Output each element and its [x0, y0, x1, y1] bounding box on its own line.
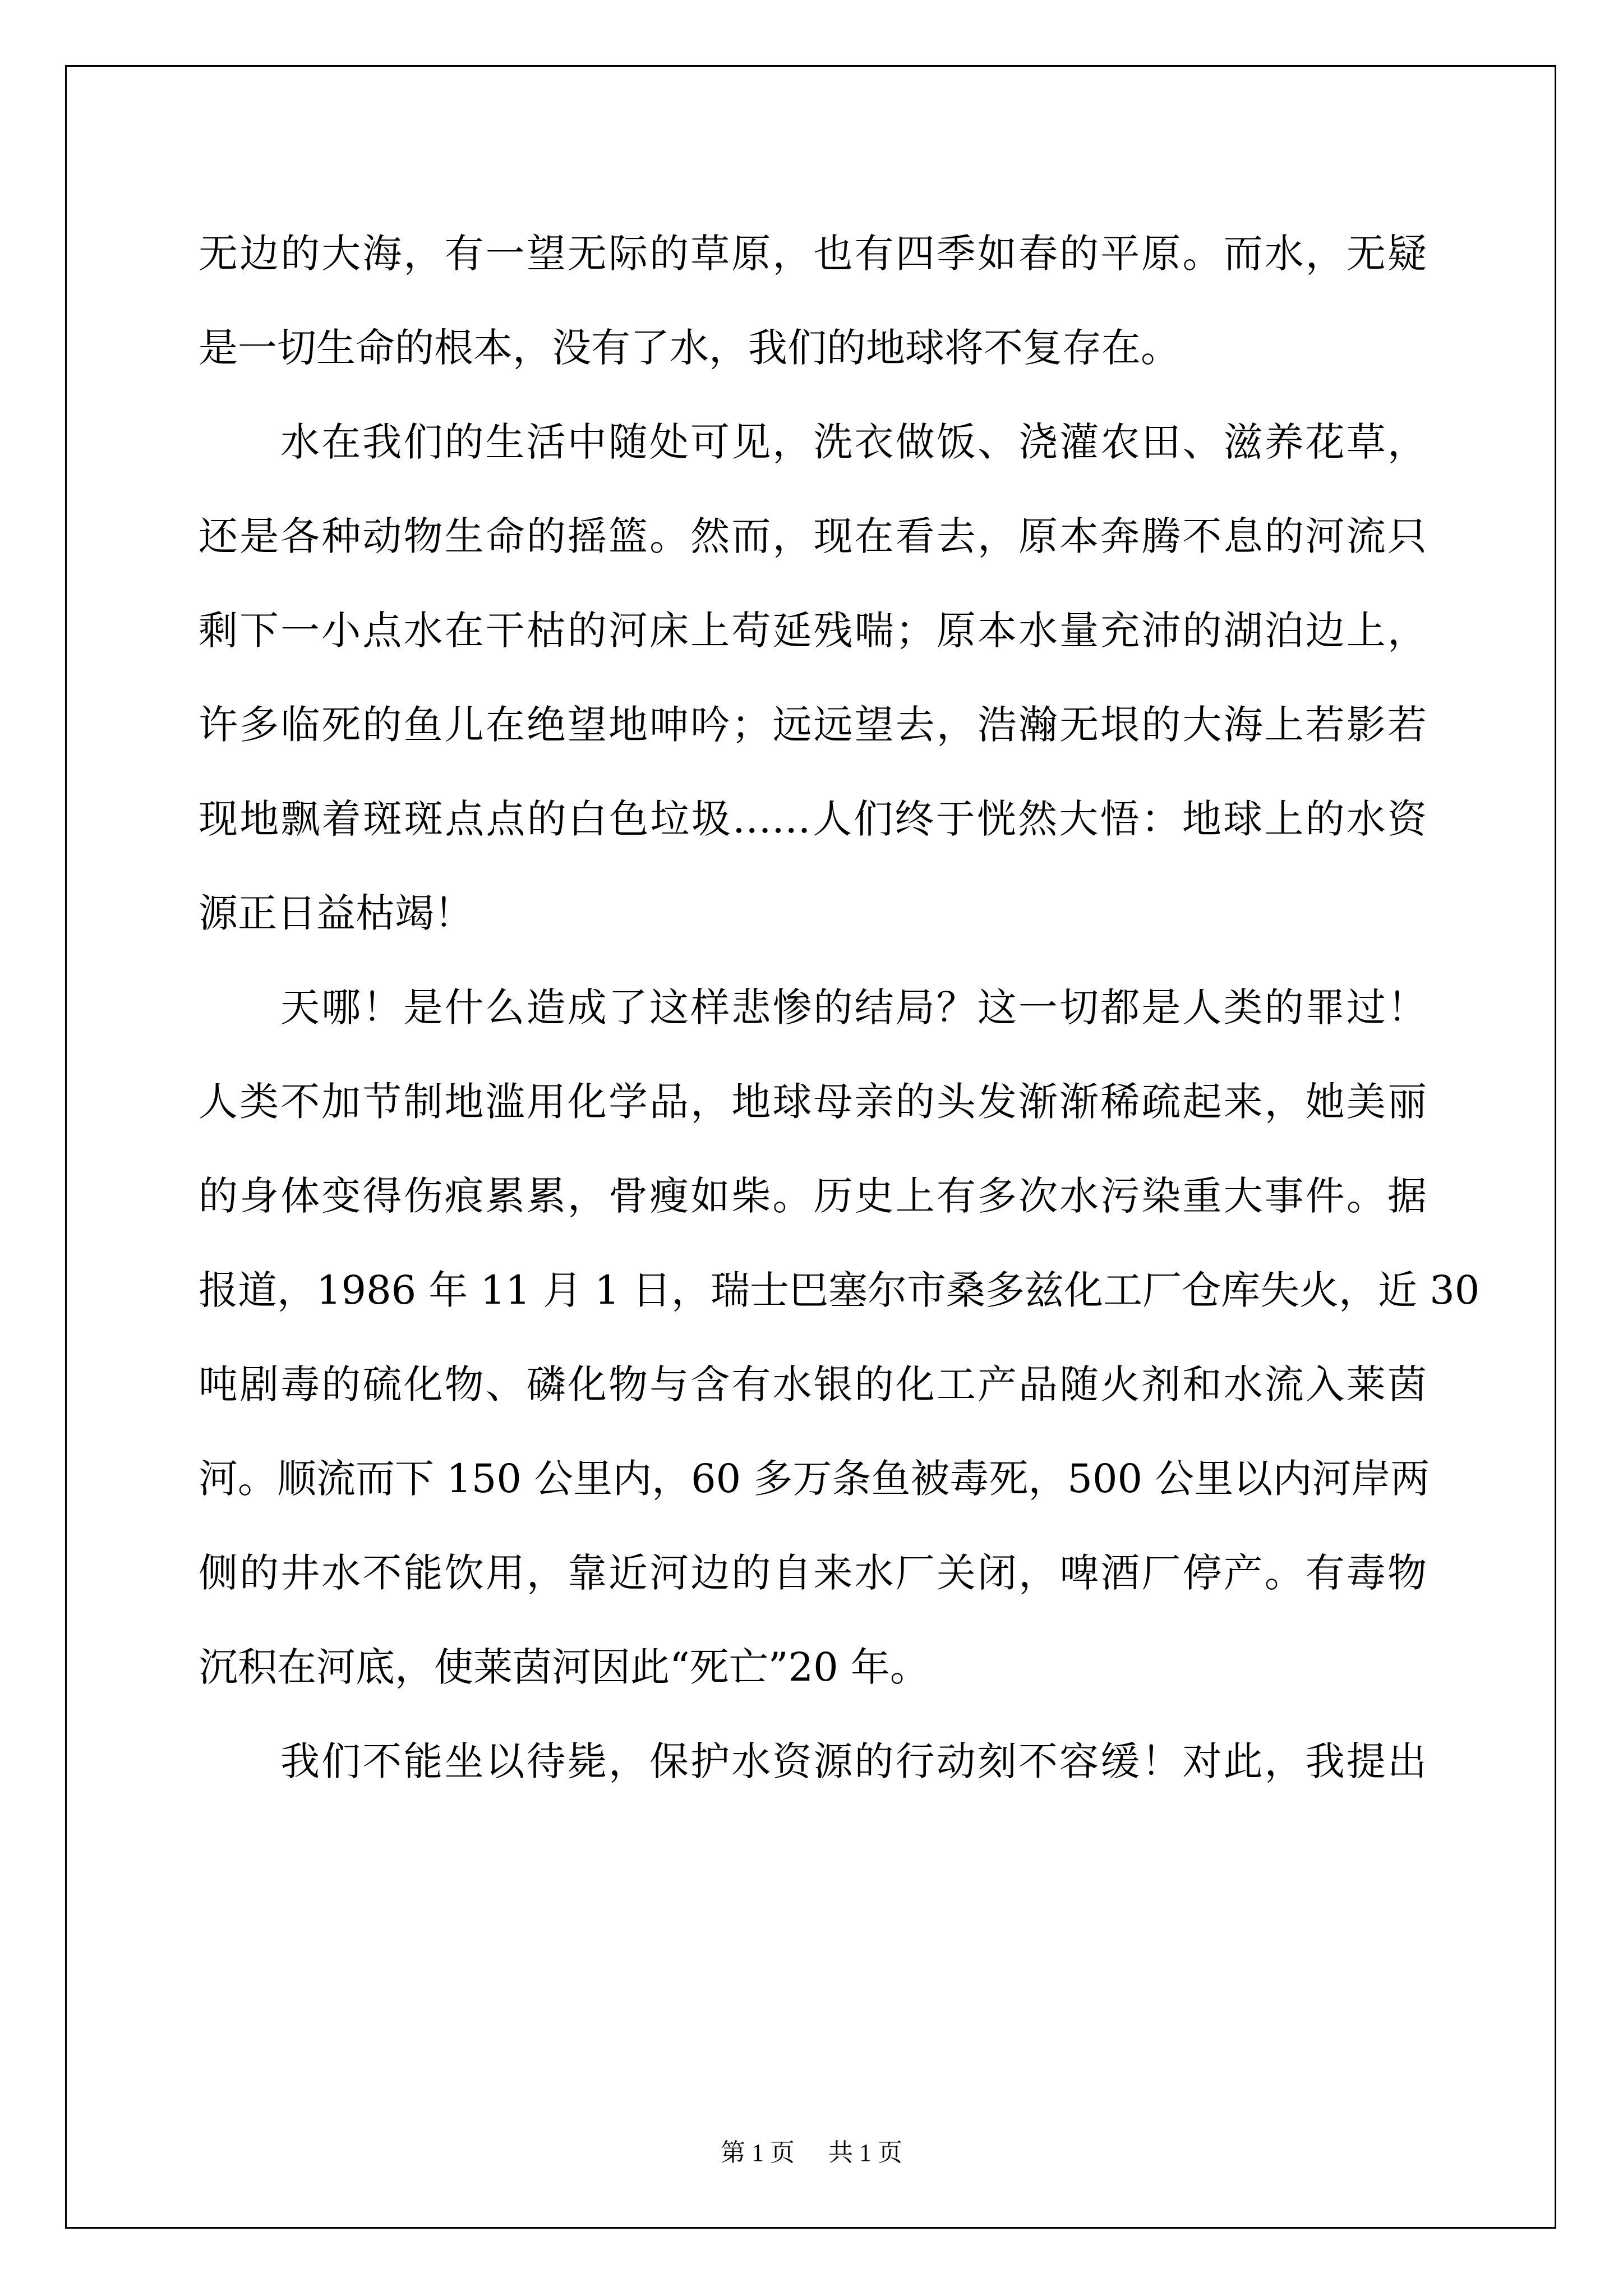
text-line-12: 报道，1986 年 11 月 1 日，瑞士巴塞尔市桑多兹化工厂仓库失火，近 30	[199, 1267, 1480, 1313]
text-line-13: 吨剧毒的硫化物、磷化物与含有水银的化工产品随火剂和水流入莱茵	[199, 1361, 1427, 1407]
text-line-14: 河。顺流而下 150 公里内，60 多万条鱼被毒死，500 公里以内河岸两	[199, 1456, 1430, 1502]
text-line-5: 剩下一小点水在干枯的河床上苟延残喘；原本水量充沛的湖泊边上，	[199, 608, 1427, 654]
text-line-11: 的身体变得伤痕累累，骨瘦如柴。历史上有多次水污染重大事件。据	[199, 1173, 1427, 1219]
page-total: 共 1 页	[828, 2139, 902, 2166]
text-line-8: 源正日益枯竭！	[199, 890, 473, 936]
text-line-15: 侧的井水不能饮用，靠近河边的自来水厂关闭，啤酒厂停产。有毒物	[199, 1550, 1427, 1596]
text-line-6: 许多临死的鱼儿在绝望地呻吟；远远望去，浩瀚无垠的大海上若影若	[199, 702, 1427, 748]
text-line-2: 是一切生命的根本，没有了水，我们的地球将不复存在。	[199, 325, 1180, 371]
text-line-7: 现地飘着斑斑点点的白色垃圾……人们终于恍然大悟：地球上的水资	[199, 796, 1427, 842]
page-number: 第 1 页	[721, 2139, 795, 2166]
text-line-4: 还是各种动物生命的摇篮。然而，现在看去，原本奔腾不息的河流只	[199, 513, 1427, 559]
document-body	[199, 206, 1480, 1809]
page-footer	[0, 2136, 1623, 2170]
text-line-17: 我们不能坐以待毙，保护水资源的行动刻不容缓！对此，我提出	[280, 1738, 1427, 1784]
text-line-9: 天哪！是什么造成了这样悲惨的结局？这一切都是人类的罪过！	[280, 984, 1427, 1030]
text-line-1: 无边的大海，有一望无际的草原，也有四季如春的平原。而水，无疑	[199, 231, 1427, 277]
text-line-3: 水在我们的生活中随处可见，洗衣做饭、浇灌农田、滋养花草，	[280, 419, 1427, 465]
text-line-10: 人类不加节制地滥用化学品，地球母亲的头发渐渐稀疏起来，她美丽	[199, 1079, 1427, 1125]
text-line-16: 沉积在河底，使莱茵河因此“死亡”20 年。	[199, 1644, 929, 1690]
